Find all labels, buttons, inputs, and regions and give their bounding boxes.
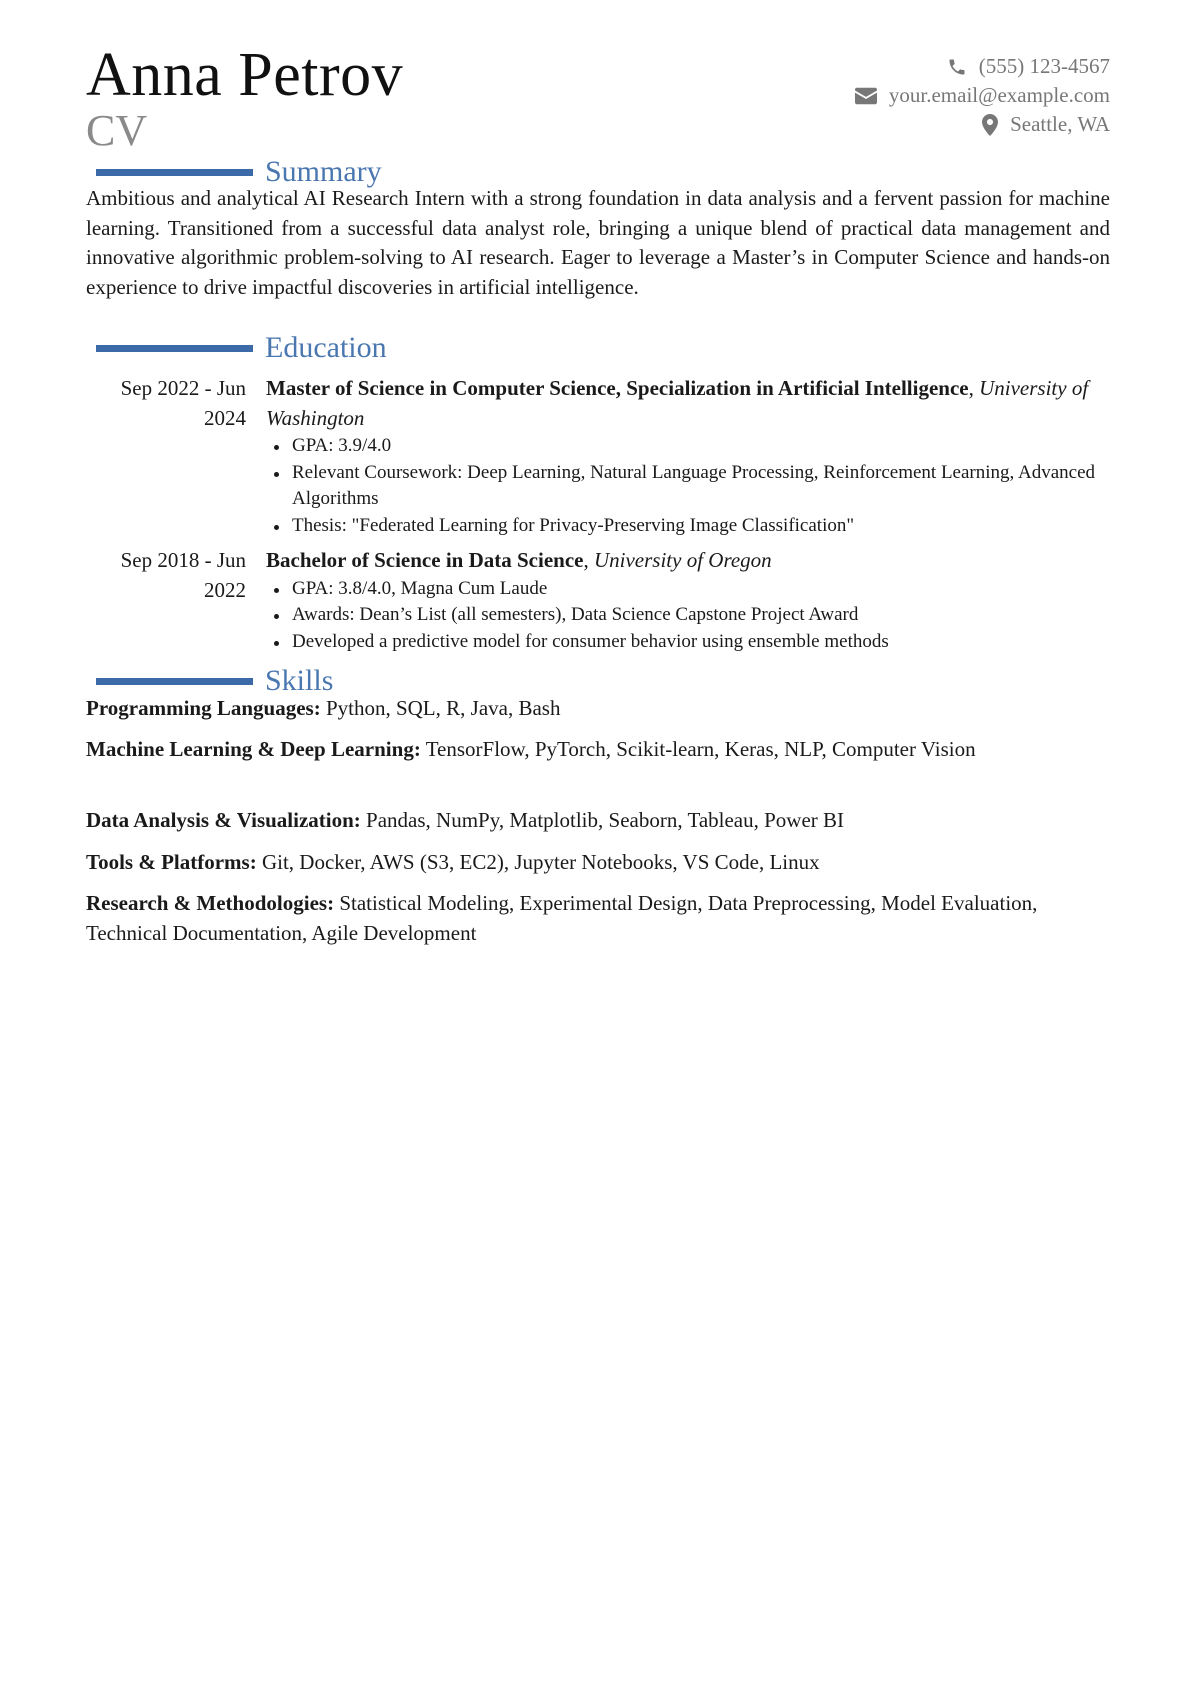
contact-email (690, 81, 1110, 110)
school-name: University of Oregon (593, 548, 772, 572)
envelope-icon (855, 87, 877, 105)
list-item: GPA: 3.8/4.0, Magna Cum Laude (266, 576, 1166, 603)
map-marker-icon (982, 114, 998, 136)
education-bullets (266, 576, 1166, 656)
contact-phone (690, 52, 1110, 81)
dates-line: 2024 (204, 405, 246, 430)
location-text: Seattle, WA (1010, 112, 1110, 136)
degree-title: Bachelor of Science in Data Science (266, 548, 584, 572)
education-entry (86, 546, 1110, 656)
education-dates (86, 546, 246, 605)
email-link[interactable]: your.email@example.com (888, 83, 1110, 107)
skill-row (86, 735, 1110, 765)
section-accent-bar (96, 345, 253, 352)
education-heading: Master of Science in Computer Science, Specialization in Artificial Intelligence, University of Washington (266, 376, 1089, 430)
section-accent-bar (96, 169, 253, 176)
skill-label: Research & Methodologies: (86, 891, 335, 915)
skill-label: Programming Languages: (86, 696, 321, 720)
school-name: University of Washington (266, 376, 1089, 430)
list-item: Relevant Coursework: Deep Learning, Natural Language Processing, Reinforcement Learning, Advanced Algorithms (266, 460, 1166, 513)
contact-block (690, 52, 1110, 139)
document-subtitle: CV (86, 106, 148, 155)
education-bullets (266, 433, 1166, 539)
education-details (266, 546, 1166, 655)
section-heading-skills (96, 664, 333, 698)
skill-row (86, 694, 1110, 724)
phone-text: (555) 123-4567 (978, 54, 1110, 78)
skill-row (86, 806, 1110, 836)
list-item: Awards: Dean’s List (all semesters), Data Science Capstone Project Award (266, 602, 1166, 629)
section-title: Education (265, 331, 387, 364)
skill-label: Tools & Platforms: (86, 850, 257, 874)
skill-row (86, 889, 1110, 948)
section-heading-education (96, 331, 387, 365)
summary-text: Ambitious and analytical AI Research Intern with a strong foundation in data analysis and a fervent passion for machine learning. Transitioned from a successful data analyst role, bringing a unique blend of practical data management and innovative algorithmic problem-solving to AI research. Eager to leverage a Master’s in Computer Science and hands-on experience to drive impactful discoveries in artificial intelligence. (86, 186, 1110, 299)
contact-location (690, 110, 1110, 139)
person-name: Anna Petrov (86, 41, 404, 109)
dates-line: Sep 2018 - Jun (120, 548, 246, 572)
skill-value: TensorFlow, PyTorch, Scikit-learn, Keras, NLP, Computer Vision (425, 737, 976, 761)
education-details (266, 374, 1166, 539)
education-dates (86, 374, 246, 433)
skill-label: Data Analysis & Visualization: (86, 808, 361, 832)
section-accent-bar (96, 678, 253, 685)
phone-icon (947, 57, 967, 77)
dates-line: 2022 (204, 577, 246, 602)
list-item: Developed a predictive model for consumer behavior using ensemble methods (266, 629, 1166, 656)
section-title: Skills (265, 664, 334, 697)
skill-value: Pandas, NumPy, Matplotlib, Seaborn, Tableau, Power BI (366, 808, 845, 832)
skill-value: Python, SQL, R, Java, Bash (325, 696, 561, 720)
skill-value: Git, Docker, AWS (S3, EC2), Jupyter Notebooks, VS Code, Linux (261, 850, 820, 874)
dates-line: Sep 2022 - Jun (120, 376, 246, 400)
section-title: Summary (265, 155, 382, 188)
skill-row (86, 848, 1110, 878)
skill-value: Statistical Modeling, Experimental Design, Data Preprocessing, Model Evaluation, Technical Documentation, Agile Development (86, 891, 1038, 945)
list-item: GPA: 3.9/4.0 (266, 433, 1166, 460)
education-entry (86, 374, 1110, 540)
skill-label: Machine Learning & Deep Learning: (86, 737, 421, 761)
list-item: Thesis: "Federated Learning for Privacy-Preserving Image Classification" (266, 513, 1166, 540)
education-heading: Bachelor of Science in Data Science, University of Oregon (266, 548, 772, 572)
degree-title: Master of Science in Computer Science, Specialization in Artificial Intelligence (266, 376, 969, 400)
